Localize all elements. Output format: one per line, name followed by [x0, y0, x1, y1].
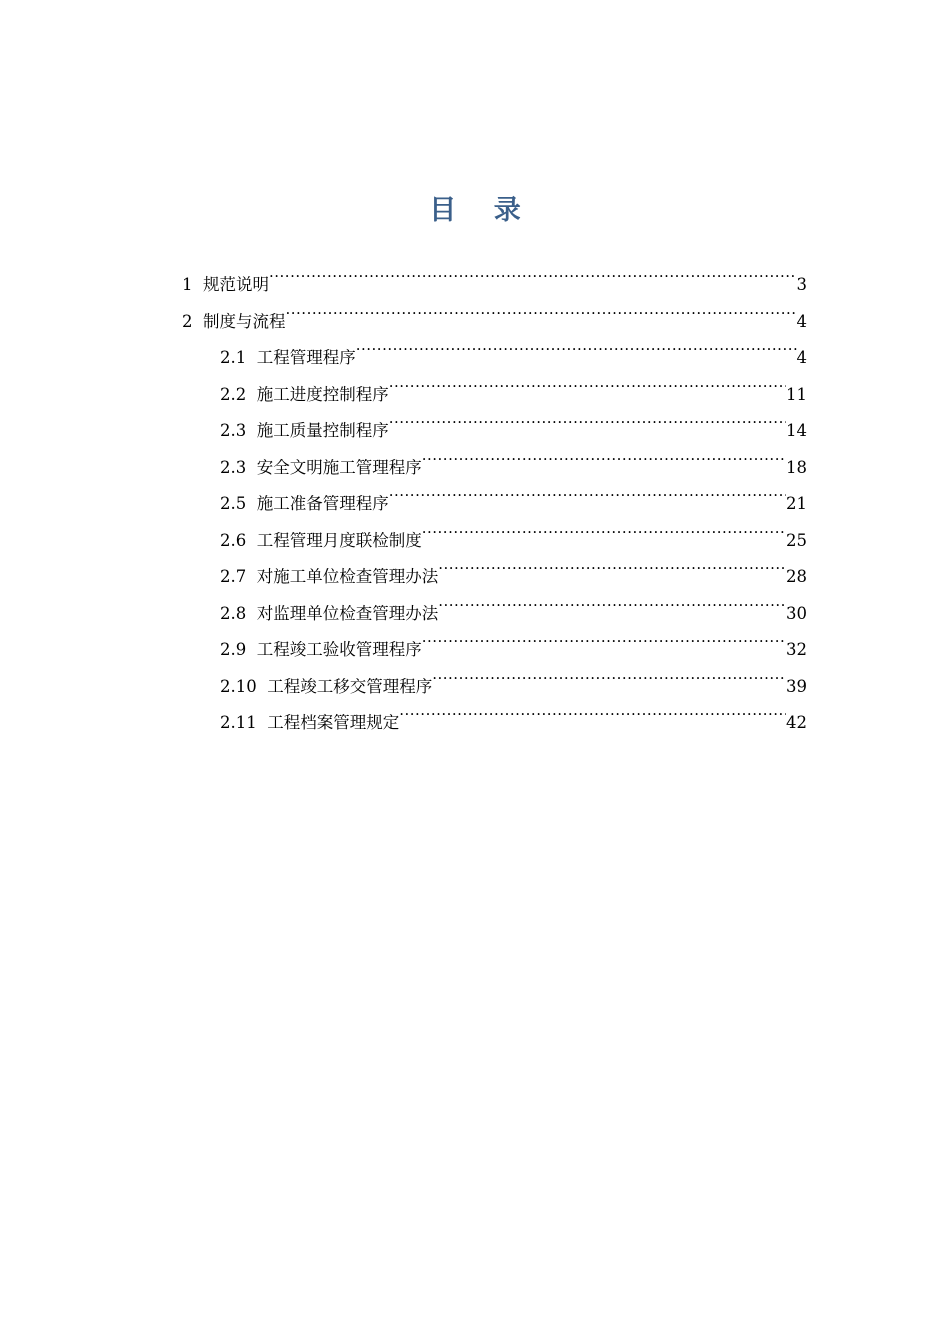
toc-entry-page: 28 [786, 567, 807, 586]
toc-entry[interactable] [220, 400, 807, 440]
toc-entry-page: 30 [786, 603, 807, 623]
toc-dot-leader [438, 583, 786, 619]
toc-entry[interactable] [220, 510, 807, 550]
toc-entry-label: 工程档案管理规定 [267, 713, 400, 732]
toc-entry[interactable] [220, 692, 807, 732]
toc-entry[interactable] [220, 364, 807, 404]
toc-entry-number: 2.2 [220, 384, 257, 404]
toc-entry-label: 工程管理程序 [256, 348, 356, 367]
toc-dot-leader [422, 619, 786, 655]
toc-entry-number: 2.10 [220, 676, 268, 696]
toc-entry-number: 2.7 [220, 567, 257, 586]
toc-entry-number: 2.5 [220, 494, 257, 513]
toc-entry[interactable] [220, 437, 807, 477]
toc-entry[interactable] [182, 291, 807, 331]
toc-entry-page: 14 [786, 421, 807, 440]
toc-entry[interactable] [220, 583, 807, 623]
toc-entry-page: 3 [796, 275, 807, 294]
toc-entry-label: 工程竣工验收管理程序 [256, 640, 422, 659]
toc-entry-page: 18 [786, 457, 807, 477]
toc-entry-label: 规范说明 [203, 275, 269, 294]
toc-dot-leader [422, 437, 786, 473]
toc-entry-page: 4 [796, 311, 807, 331]
toc-dot-leader [399, 692, 786, 728]
toc-entry-page: 32 [786, 640, 807, 659]
toc-entry-number: 2.8 [220, 603, 257, 623]
toc-entry-number: 2 [182, 311, 203, 331]
toc-title: 目 录 [429, 195, 521, 226]
toc-entry-page: 11 [786, 384, 807, 404]
toc-entry-label: 对监理单位检查管理办法 [256, 603, 439, 623]
toc-dot-leader [389, 400, 786, 436]
toc-entry-page: 21 [786, 494, 807, 513]
toc-entry-label: 对施工单位检查管理办法 [256, 567, 439, 586]
toc-entry-number: 2.3 [220, 457, 257, 477]
toc-entry-number: 2.6 [220, 530, 257, 550]
toc-entry-number: 2.3 [220, 421, 257, 440]
toc-dot-leader [422, 510, 786, 546]
toc-dot-leader [356, 327, 797, 363]
toc-dot-leader [269, 254, 797, 290]
toc-entry-label: 工程管理月度联检制度 [256, 530, 422, 550]
toc-entry[interactable] [220, 473, 807, 513]
toc-entry-label: 安全文明施工管理程序 [256, 457, 422, 477]
toc-entry-number: 2.11 [220, 713, 268, 732]
toc-dot-leader [389, 364, 786, 400]
toc-entry-page: 39 [786, 676, 807, 696]
toc-dot-leader [432, 656, 786, 692]
toc-entry-page: 25 [786, 530, 807, 550]
toc-entry-number: 2.9 [220, 640, 257, 659]
toc-entry[interactable] [182, 254, 807, 294]
toc-dot-leader [389, 473, 786, 509]
toc-entry-number: 1 [182, 275, 203, 294]
toc-entry-page: 42 [786, 713, 807, 732]
toc-entry-label: 施工准备管理程序 [256, 494, 389, 513]
toc-dot-leader [438, 546, 786, 582]
toc-entry[interactable] [220, 656, 807, 696]
toc-entry-label: 工程竣工移交管理程序 [267, 676, 433, 696]
toc-entry[interactable] [220, 619, 807, 659]
toc-entry[interactable] [220, 546, 807, 586]
toc-entry-label: 施工质量控制程序 [256, 421, 389, 440]
toc-entry-label: 制度与流程 [203, 311, 286, 331]
toc-entry-label: 施工进度控制程序 [256, 384, 389, 404]
toc-entry-page: 4 [796, 348, 807, 367]
toc-dot-leader [286, 291, 797, 327]
toc-entry-number: 2.1 [220, 348, 257, 367]
toc-entry[interactable] [220, 327, 807, 367]
